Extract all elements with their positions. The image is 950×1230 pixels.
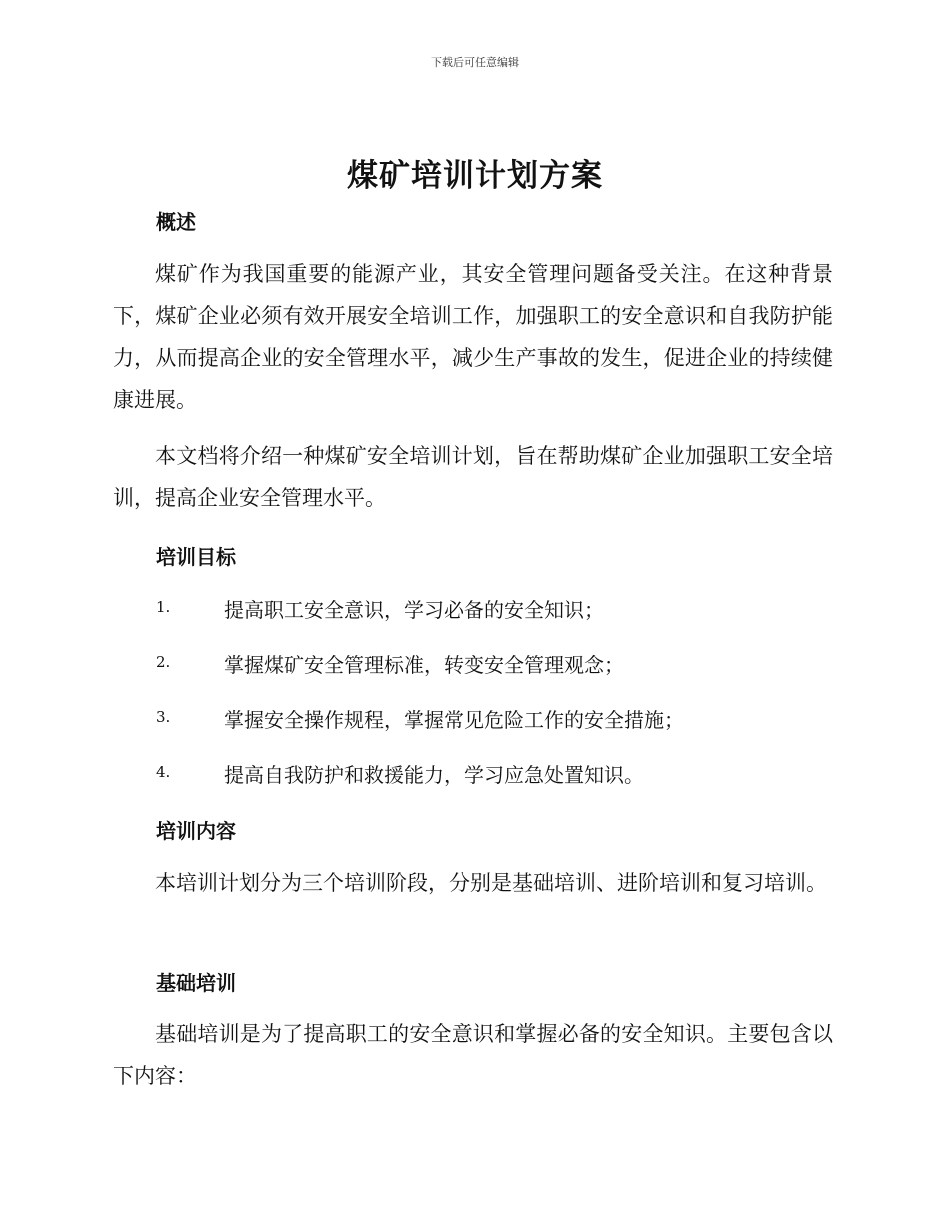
- list-item: [156, 759, 836, 787]
- list-text: 掌握安全操作规程，掌握常见危险工作的安全措施；: [224, 708, 684, 732]
- list-item: [156, 704, 836, 732]
- section-heading-objectives: 培训目标: [156, 545, 236, 569]
- list-number: 4.: [156, 763, 171, 781]
- section-heading-content: 培训内容: [156, 819, 236, 843]
- overview-paragraph-2: 本文档将介绍一种煤矿安全培训计划，旨在帮助煤矿企业加强职工安全培训，提高企业安全管理水平。: [113, 444, 833, 510]
- basic-paragraph: 基础培训是为了提高职工的安全意识和掌握必备的安全知识。主要包含以下内容：: [113, 1022, 833, 1088]
- content-paragraph: 本培训计划分为三个培训阶段，分别是基础培训、进阶培训和复习培训。: [155, 871, 827, 895]
- document-title: 煤矿培训计划方案: [347, 158, 603, 194]
- list-number: 3.: [156, 708, 171, 726]
- list-number: 2.: [156, 653, 171, 671]
- list-number: 1.: [156, 598, 171, 616]
- list-text: 提高职工安全意识，学习必备的安全知识；: [224, 598, 604, 622]
- list-item: [156, 649, 836, 677]
- list-text: 提高自我防护和救援能力，学习应急处置知识。: [224, 763, 644, 787]
- page-header-note: 下载后可任意编辑: [431, 56, 519, 69]
- list-text: 掌握煤矿安全管理标准，转变安全管理观念；: [224, 653, 624, 677]
- overview-paragraph-1: 煤矿作为我国重要的能源产业，其安全管理问题备受关注。在这种背景下，煤矿企业必须有效开展安全培训工作，加强职工的安全意识和自我防护能力，从而提高企业的安全管理水平，减少生产事故的发生，促进企业的持续健康进展。: [113, 262, 833, 412]
- section-heading-overview: 概述: [156, 210, 196, 234]
- list-item: [156, 594, 836, 622]
- section-heading-basic: 基础培训: [156, 971, 236, 995]
